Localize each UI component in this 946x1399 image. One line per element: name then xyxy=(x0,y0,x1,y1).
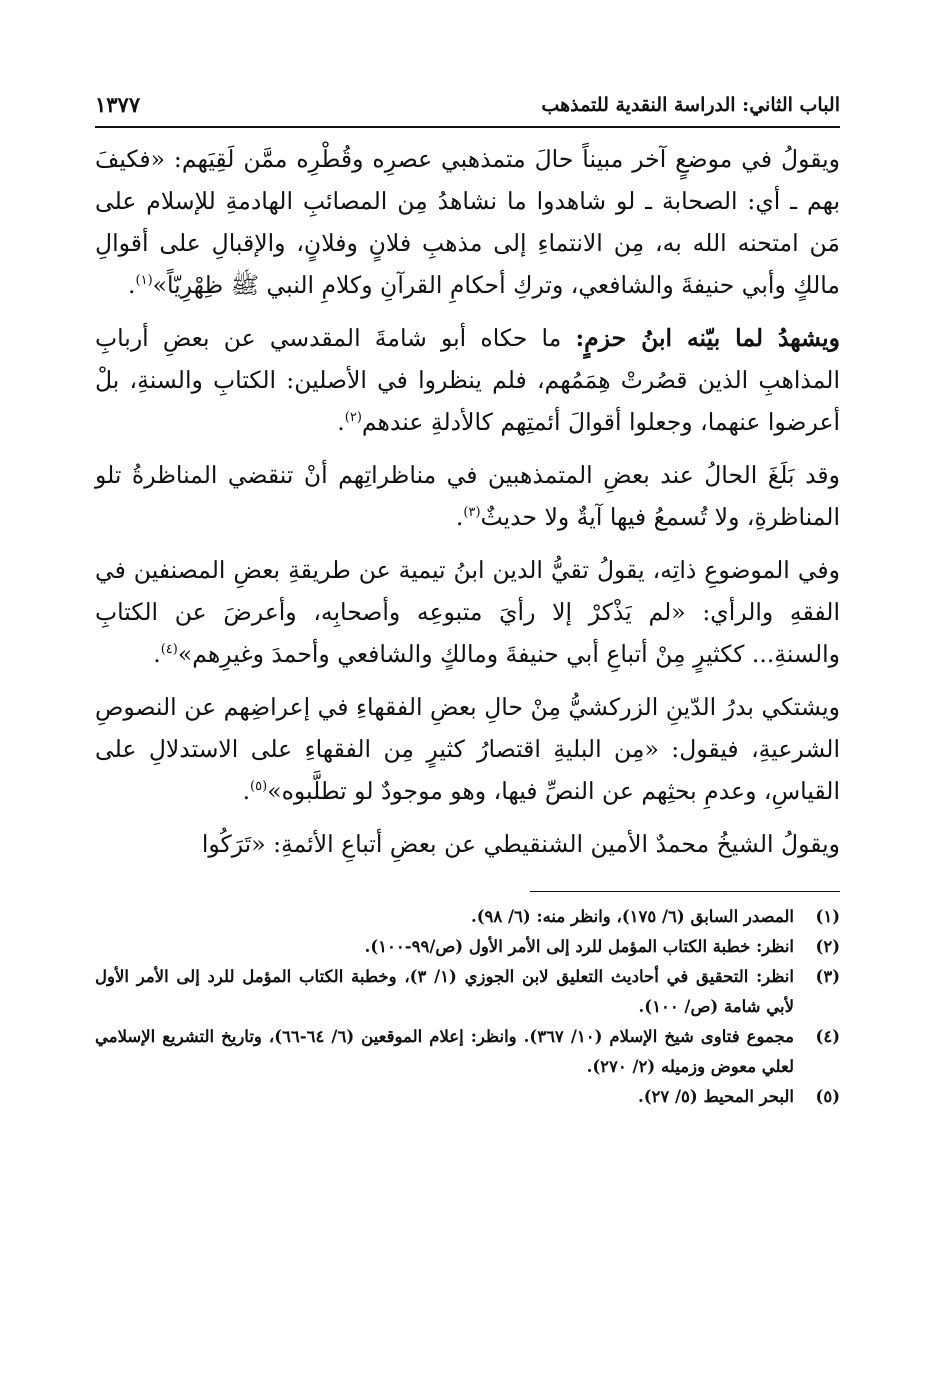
paragraph-text: ويقولُ الشيخُ محمدٌ الأمين الشنقيطي عن بعضِ أتباعِ الأئمةِ: «تَرَكُوا xyxy=(201,830,840,858)
footnote-number: (١) xyxy=(815,907,840,926)
footnote-separator xyxy=(530,891,840,892)
paragraph-lead: ويشهدُ لما بيّنه ابنُ حزمٍ: xyxy=(575,324,840,352)
footnote-reference: (٥) xyxy=(250,779,268,795)
footnote xyxy=(95,1022,840,1082)
footnote xyxy=(95,932,840,962)
paragraph-text: وقد بَلَغَ الحالُ عند بعضِ المتمذهبين في مناظراتِهم أنْ تنقضي المناظرةُ تلو المناظرةِ، ولا تُسمعُ فيها آيةٌ ولا حديثٌ xyxy=(95,461,840,531)
paragraph-text: وفي الموضوعِ ذاتِه، يقولُ تقيُّ الدين ابنُ تيمية عن طريقةِ بعضِ المصنفين في الفقهِ والرأي: «لم يَذْكرْ إلا رأيَ متبوعِه وأصحابِه، وأعرضَ عن الكتابِ والسنةِ... ككثيرٍ مِنْ أتباعِ أبي حنيفةَ ومالكٍ والشافعي وأحمدَ وغيرِهم» xyxy=(95,556,840,668)
paragraph: وفي الموضوعِ ذاتِه، يقولُ تقيُّ الدين ابنُ تيمية عن طريقةِ بعضِ المصنفين في الفقهِ والرأي: «لم يَذْكرْ إلا رأيَ متبوعِه وأصحابِه، وأعرضَ عن الكتابِ والسنةِ... ككثيرٍ مِنْ أتباعِ أبي حنيفةَ ومالكٍ والشافعي وأحمدَ وغيرِهم»$^{(٤)}$. xyxy=(95,556,840,668)
book-page xyxy=(95,90,840,1112)
footnote xyxy=(95,962,840,1022)
footnote xyxy=(95,902,840,932)
paragraph: وقد بَلَغَ الحالُ عند بعضِ المتمذهبين في مناظراتِهم أنْ تنقضي المناظرةُ تلو المناظرةِ، ولا تُسمعُ فيها آيةٌ ولا حديثٌ$^{(٣)}$. xyxy=(95,461,840,531)
paragraph-text: ويشتكي بدرُ الدّينِ الزركشيُّ مِنْ حالِ بعضِ الفقهاءِ في إعراضِهم عن النصوصِ الشرعيةِ، فيقول: «مِن البليةِ اقتصارُ كثيرٍ مِن الفقهاءِ على الاستدلالِ على القياسِ، وعدمِ بحثِهم عن النصِّ فيها، وهو موجودٌ لو تطلَّبوه» xyxy=(95,693,840,805)
paragraph-text: ويقولُ في موضعٍ آخر مبيناً حالَ متمذهبي عصرِه وقُطْرِه ممَّن لَقِيَهم: «فكيفَ بهم ـ أي: الصحابة ـ لو شاهدوا ما نشاهدُ مِن المصائبِ الهادمةِ للإسلام على مَن امتحنه الله به، مِن الانتماءِ إلى مذهبِ فلانٍ وفلانٍ، والإقبالِ على أقوالِ مالكٍ وأبي حنيفةَ والشافعي، وتركِ أحكامِ القرآنِ وكلامِ النبي ﷺ ظِهْرِيّاً» xyxy=(95,145,840,299)
footnote-number: (٤) xyxy=(815,1027,840,1046)
paragraph: ويشهدُ لما بيّنه ابنُ حزمٍ: ما حكاه أبو شامةَ المقدسي عن بعضِ أربابِ المذاهبِ الذين قصُرتْ هِمَمُهم، فلم ينظروا في الأصلين: الكتابِ والسنةِ، بلْ أعرضوا عنهما، وجعلوا أقوالَ أئمتِهم كالأدلةِ عندهم$^{(٢)}$. xyxy=(95,324,840,436)
paragraph: ويقولُ في موضعٍ آخر مبيناً حالَ متمذهبي عصرِه وقُطْرِه ممَّن لَقِيَهم: «فكيفَ بهم ـ أي: الصحابة ـ لو شاهدوا ما نشاهدُ مِن المصائبِ الهادمةِ للإسلام على مَن امتحنه الله به، مِن الانتماءِ إلى مذهبِ فلانٍ وفلانٍ، والإقبالِ على أقوالِ مالكٍ وأبي حنيفةَ والشافعي، وتركِ أحكامِ القرآنِ وكلامِ النبي ﷺ ظِهْرِيّاً»$^{(١)}$. xyxy=(95,145,840,299)
footnote-number: (٣) xyxy=(815,967,840,986)
footnote-text: المصدر السابق (٦/ ١٧٥)، وانظر منه: (٦/ ٩٨). xyxy=(470,907,794,926)
footnote-reference: (١) xyxy=(135,273,153,289)
body-text xyxy=(95,138,840,865)
paragraph xyxy=(95,823,840,865)
running-title: الباب الثاني: الدراسة النقدية للتمذهب xyxy=(541,94,840,116)
footnote xyxy=(95,1082,840,1112)
footnote-text: البحر المحيط (٥/ ٢٧). xyxy=(637,1087,794,1106)
paragraph-text: ما حكاه أبو شامةَ المقدسي عن بعضِ أربابِ المذاهبِ الذين قصُرتْ هِمَمُهم، فلم ينظروا في الأصلين: الكتابِ والسنةِ، بلْ أعرضوا عنهما، وجعلوا أقوالَ أئمتِهم كالأدلةِ عندهم xyxy=(95,324,840,436)
footnote-reference: (٣) xyxy=(463,505,481,521)
footnote-reference: (٢) xyxy=(344,410,362,426)
footnote-number: (٢) xyxy=(815,937,840,956)
footnote-reference: (٤) xyxy=(160,642,178,658)
footnotes xyxy=(95,902,840,1112)
footnote-text: انظر: خطبة الكتاب المؤمل للرد إلى الأمر الأول (ص/٩٩-١٠٠). xyxy=(364,937,794,956)
footnote-text: مجموع فتاوى شيخ الإسلام (١٠/ ٣٦٧). وانظر: إعلام الموقعين (٦/ ٦٤-٦٦)، وتاريخ التشريع الإسلامي لعلي معوض وزميله (٢/ ٢٧٠). xyxy=(95,1027,795,1076)
page-number: ١٣٧٧ xyxy=(95,92,141,117)
page-header xyxy=(95,90,840,128)
footnote-number: (٥) xyxy=(815,1087,840,1106)
footnote-text: انظر: التحقيق في أحاديث التعليق لابن الجوزي (١/ ٣)، وخطبة الكتاب المؤمل للرد إلى الأمر الأول لأبي شامة (ص/ ١٠٠). xyxy=(95,967,794,1016)
paragraph: ويشتكي بدرُ الدّينِ الزركشيُّ مِنْ حالِ بعضِ الفقهاءِ في إعراضِهم عن النصوصِ الشرعيةِ، فيقول: «مِن البليةِ اقتصارُ كثيرٍ مِن الفقهاءِ على الاستدلالِ على القياسِ، وعدمِ بحثِهم عن النصِّ فيها، وهو موجودٌ لو تطلَّبوه»$^{(٥)}$. xyxy=(95,693,840,805)
